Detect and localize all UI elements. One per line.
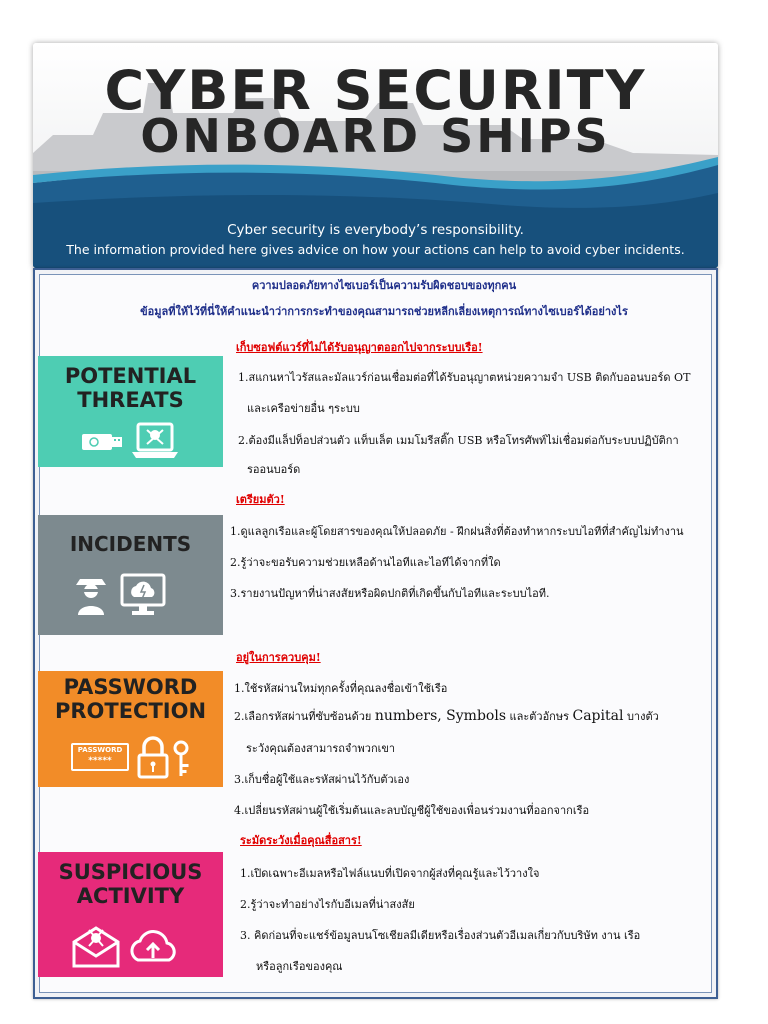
category-title-line1: POTENTIAL <box>64 364 197 388</box>
password-item-2-text-c: บางตัว <box>623 710 659 723</box>
section-heading-threats: เก็บซอฟต์แวร์ที่ไม่ได้รับอนุญาตออกไปจากระบบเรือ! <box>236 341 483 354</box>
category-incidents <box>38 515 223 635</box>
category-title-line1: SUSPICIOUS <box>58 860 203 884</box>
banner-title-line1: CYBER SECURITY <box>104 59 647 122</box>
hacker-icon <box>76 579 106 615</box>
banner-title-line2: ONBOARD SHIPS <box>140 109 611 163</box>
threats-item-2-cont: รออนบอร์ด <box>247 463 301 476</box>
threats-item-1-cont: และเครือข่ายอื่น ๆระบบ <box>247 402 360 415</box>
suspicious-item-2: 2.รู้ว่าจะทำอย่างไรกับอีเมลที่น่าสงสัย <box>240 898 415 911</box>
password-item-2-cont: ระวังคุณต้องสามารถจำพวกเขา <box>246 742 396 755</box>
category-potential-threats <box>38 356 223 467</box>
password-mask: ***** <box>88 756 112 766</box>
category-title-line1: INCIDENTS <box>69 532 192 556</box>
category-password-protection <box>38 671 223 787</box>
banner-tagline-2: The information provided here gives advice on how your actions can help to avoid cyber incidents. <box>66 242 685 257</box>
password-item-2-text-b: และตัวอักษร <box>506 710 573 723</box>
category-title-line2: ACTIVITY <box>76 884 185 908</box>
banner-tagline-1: Cyber security is everybody’s responsibility. <box>227 222 524 238</box>
incidents-item-1: 1.ดูแลลูกเรือและผู้โดยสารของคุณให้ปลอดภัย - ฝึกฝนสิ่งที่ต้องทำหากระบบไอทีที่สำคัญไม่ทำงาน <box>230 525 684 538</box>
password-item-2-emphasis-b: Capital <box>572 708 624 724</box>
category-title-line1: PASSWORD <box>63 675 198 699</box>
suspicious-item-3-cont: หรือลูกเรือของคุณ <box>256 960 343 973</box>
incidents-item-2: 2.รู้ว่าจะขอรับความช่วยเหลือด้านไอทีและไอทีได้จากที่ใด <box>230 556 501 569</box>
threats-item-1: 1.สแกนหาไวรัสและมัลแวร์ก่อนเชื่อมต่อที่ได้รับอนุญาตหน่วยความจำ USB ติดกับออนบอร์ด OT <box>238 371 691 384</box>
section-heading-suspicious: ระมัดระวังเมื่อคุณสื่อสาร! <box>240 834 362 847</box>
category-suspicious-activity <box>38 852 223 977</box>
suspicious-item-1: 1.เปิดเฉพาะอีเมลหรือไฟล์แนบที่เปิดจากผู้ส่งที่คุณรู้และไว้วางใจ <box>240 867 540 880</box>
cloud-upload-icon <box>132 932 174 960</box>
threats-item-2: 2.ต้องมีแล็ปท็อปส่วนตัว แท็บเล็ต เมมโมรีสติ๊ก USB หรือโทรศัพท์ไม่เชื่อมต่อกับระบบปฏิบัติกา <box>238 434 679 447</box>
incidents-item-3: 3.รายงานปัญหาที่น่าสงสัยหรือผิดปกติที่เกิดขึ้นกับไอทีและระบบไอที. <box>230 587 550 600</box>
password-item-4: 4.เปลี่ยนรหัสผ่านผู้ใช้เริ่มต้นและลบบัญชีผู้ใช้ของเพื่อนร่วมงานที่ออกจากเรือ <box>234 804 590 817</box>
password-item-2-emphasis-a: numbers, Symbols <box>374 708 507 724</box>
password-item-1: 1.ใช้รหัสผ่านใหม่ทุกครั้งที่คุณลงชื่อเข้าใช้เรือ <box>234 682 448 695</box>
password-item-2-text-a: 2.เลือกรหัสผ่านที่ซับซ้อนด้วย <box>234 710 375 723</box>
usb-drive-icon <box>82 434 122 450</box>
laptop-malware-icon <box>132 424 178 458</box>
email-virus-icon <box>74 928 118 966</box>
header-banner <box>33 43 718 268</box>
password-item-3: 3.เก็บชื่อผู้ใช้และรหัสผ่านไว้กับตัวเอง <box>234 773 410 786</box>
category-title-line2: THREATS <box>77 388 184 412</box>
suspicious-item-3: 3. คิดก่อนที่จะแชร์ข้อมูลบนโซเชียลมีเดียหรือเรื่องส่วนตัวอีเมลเกี่ยวกับบริษัท งาน เรือ <box>240 929 641 942</box>
category-title-line2: PROTECTION <box>54 699 207 723</box>
intro-line-2: ข้อมูลที่ให้ไว้ที่นี่ให้คำแนะนำว่าการกระทำของคุณสามารถช่วยหลีกเลี่ยงเหตุการณ์ทางไซเบอร์ได้อย่างไร <box>140 305 628 318</box>
password-item-2 <box>234 707 659 725</box>
section-heading-incidents: เตรียมตัว! <box>236 493 285 506</box>
monitor-cloud-icon <box>122 575 164 615</box>
key-icon <box>175 742 189 776</box>
intro-line-1: ความปลอดภัยทางไซเบอร์เป็นความรับผิดชอบของทุกคน <box>251 279 517 292</box>
section-heading-password: อยู่ในการควบคุม! <box>236 651 321 664</box>
padlock-icon <box>139 738 167 777</box>
password-label: PASSWORD <box>77 746 123 754</box>
